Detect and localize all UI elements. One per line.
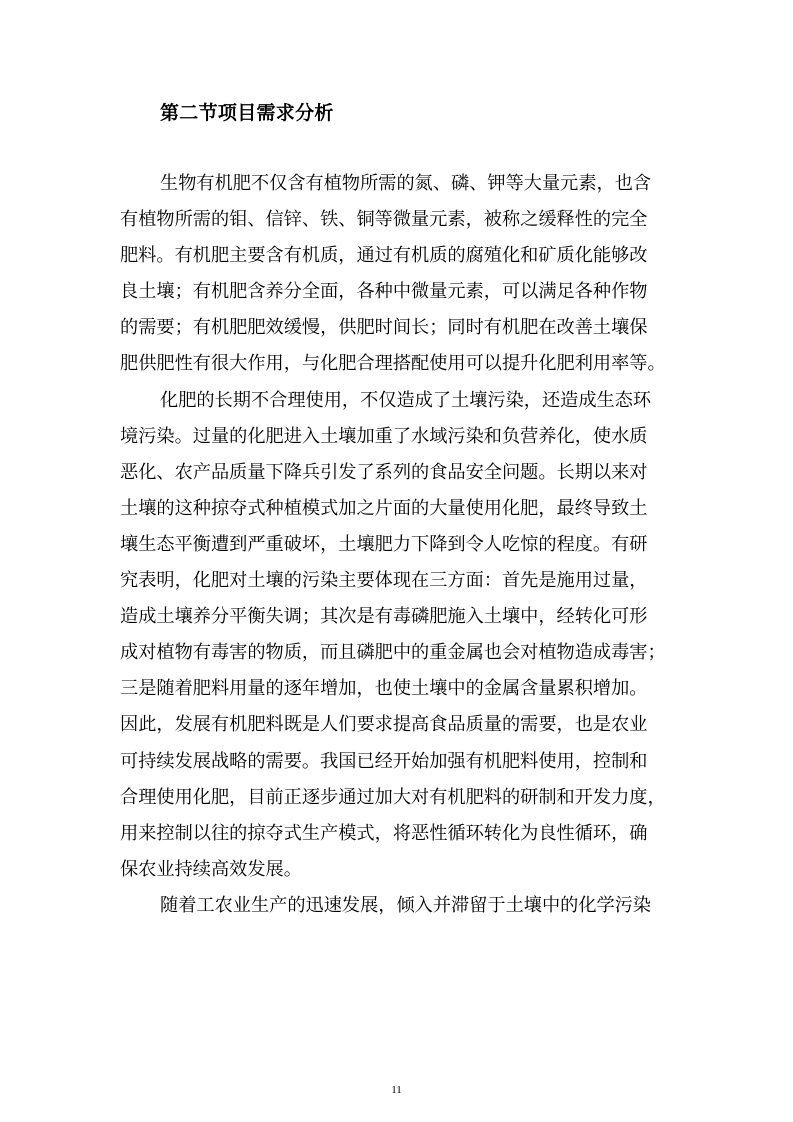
text-line: 化肥的长期不合理使用，不仅造成了土壤污染，还造成生态环 — [160, 389, 652, 411]
text-line: 良土壤；有机肥含养分全面，各种中微量元素，可以满足各种作物 — [120, 281, 648, 303]
text-line: 恶化、农产品质量下降兵引发了系列的食品安全问题。长期以来对 — [120, 461, 648, 483]
text-line: 有植物所需的钼、信锌、铁、铜等微量元素，被称之缓释性的完全 — [120, 209, 648, 231]
text-line: 因此，发展有机肥料既是人们要求提高食品质量的需要，也是农业 — [120, 714, 648, 736]
text-line: 土壤的这种掠夺式种植模式加之片面的大量使用化肥，最终导致土 — [120, 497, 648, 519]
text-line: 随着工农业生产的迅速发展，倾入并滞留于土壤中的化学污染 — [160, 894, 652, 916]
text-line: 三是随着肥料用量的逐年增加，也使土壤中的金属含量累积增加。 — [120, 678, 648, 700]
text-line: 生物有机肥不仅含有植物所需的氮、磷、钾等大量元素，也含 — [160, 173, 652, 194]
text-line: 可持续发展战略的需要。我国已经开始加强有机肥料使用，控制和 — [120, 750, 648, 772]
body-text — [120, 166, 676, 924]
text-line: 的需要；有机肥肥效缓慢，供肥时间长；同时有机肥在改善土壤保 — [120, 317, 648, 339]
text-line: 肥料。有机肥主要含有机质，通过有机质的腐殖化和矿质化能够改 — [120, 245, 648, 267]
text-line: 壤生态平衡遭到严重破坏，土壤肥力下降到令人吃惊的程度。有研 — [120, 533, 648, 555]
text-line: 究表明，化肥对土壤的污染主要体现在三方面：首先是施用过量， — [120, 570, 648, 592]
text-line: 成对植物有毒害的物质，而且磷肥中的重金属也会对植物造成毒害； — [120, 642, 666, 664]
text-line: 造成土壤养分平衡失调；其次是有毒磷肥施入土壤中，经转化可形 — [120, 606, 648, 628]
text-line: 肥供肥性有很大作用，与化肥合理搭配使用可以提升化肥利用率等。 — [120, 353, 666, 375]
page-number: 11 — [391, 1084, 402, 1096]
text-line: 合理使用化肥，目前正逐步通过加大对有机肥料的研制和开发力度， — [120, 786, 666, 808]
text-line: 用来控制以往的掠夺式生产模式，将恶性循环转化为良性循环，确 — [120, 822, 648, 844]
text-line: 保农业持续高效发展。 — [120, 858, 302, 880]
section-heading: 第二节项目需求分析 — [160, 102, 334, 124]
text-line: 境污染。过量的化肥进入土壤加重了水域污染和负营养化，使水质 — [120, 425, 648, 447]
